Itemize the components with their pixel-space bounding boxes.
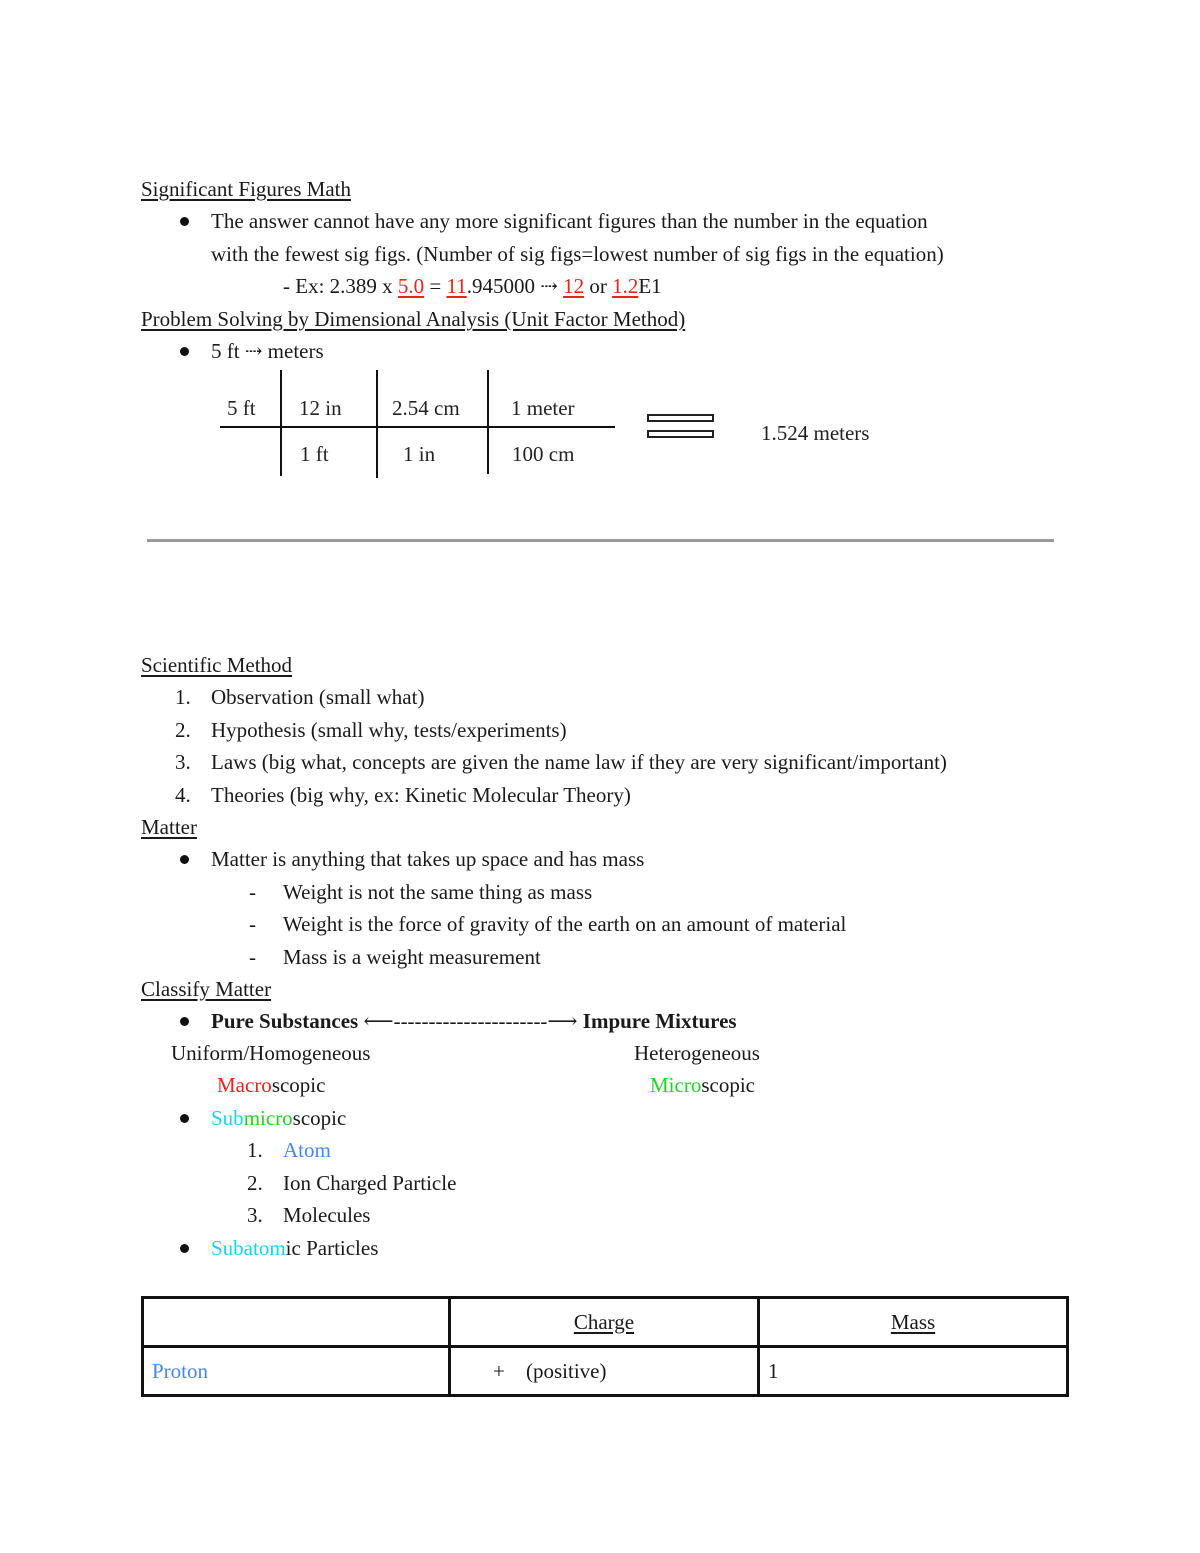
grid-result: 1.524 meters (761, 421, 870, 445)
list-item-num: 2. (247, 1171, 263, 1195)
pure-label: Pure Substances (211, 1009, 359, 1033)
double-arrow-icon: ⟵----------------------⟶ (358, 1009, 583, 1033)
bullet-icon (180, 855, 189, 864)
plus-sign: + (493, 1358, 505, 1383)
list-item-num: 3. (247, 1203, 263, 1227)
list-item: Weight is the force of gravity of the earth on an amount of material (283, 912, 847, 936)
bullet-icon (180, 217, 189, 226)
list-item-num: 1. (175, 685, 191, 709)
table-header-cell (759, 1298, 1068, 1347)
grid-top-2: 12 in (299, 396, 342, 420)
hetero-label: Heterogeneous (634, 1041, 760, 1065)
bullet-icon (180, 1114, 189, 1123)
list-item: Molecules (283, 1203, 371, 1227)
grid-bottom-1: 1 ft (300, 442, 329, 466)
uniform-label: Uniform/Homogeneous (171, 1041, 371, 1065)
charge-header: Charge (573, 1309, 635, 1334)
bullet-icon (180, 347, 189, 356)
table-row (143, 1347, 1068, 1396)
list-item: Ion Charged Particle (283, 1171, 457, 1195)
particles-table (141, 1296, 1069, 1397)
micro-prefix: Micro (650, 1073, 702, 1097)
table-header-cell (450, 1298, 759, 1347)
mass-header: Mass (890, 1309, 936, 1334)
dimensional-heading: Problem Solving by Dimensional Analysis (Unit Factor Method) (141, 307, 686, 331)
list-item: Atom (283, 1138, 331, 1162)
unit-factor-grid (200, 368, 920, 488)
subatomic-suffix: ic Particles (285, 1236, 379, 1260)
microscopic-label (650, 1072, 755, 1098)
list-item: Theories (big why, ex: Kinetic Molecular Theory) (211, 783, 631, 807)
classify-heading: Classify Matter (141, 977, 272, 1001)
submicro-prefix: Sub (211, 1106, 244, 1130)
pure-impure-line (211, 1008, 737, 1034)
list-item-num: 2. (175, 718, 191, 742)
list-item: Weight is not the same thing as mass (283, 880, 593, 904)
matter-heading: Matter (141, 815, 197, 839)
list-item-num: 4. (175, 783, 191, 807)
arrow-icon: ⇢ (540, 274, 558, 298)
particle-charge (450, 1347, 759, 1396)
example-a: 5.0 (397, 274, 425, 298)
bullet-icon (180, 1244, 189, 1253)
charge-text: (positive) (526, 1358, 607, 1383)
submicroscopic-label (211, 1105, 346, 1131)
impure-label: Impure Mixtures (582, 1009, 737, 1033)
example-d: 1.2 (612, 274, 639, 298)
grid-top-1: 5 ft (227, 396, 256, 420)
example-prefix: - Ex: 2.389 x (283, 274, 398, 298)
list-item-num: 3. (175, 750, 191, 774)
sigfig-example (283, 273, 662, 299)
list-item: Laws (big what, concepts are given the name law if they are very significant/important) (211, 750, 947, 774)
particle-name: Proton (143, 1347, 450, 1396)
dash-marker: - (249, 945, 256, 969)
scientific-heading: Scientific Method (141, 653, 293, 677)
example-eq: = (424, 274, 447, 298)
macro-prefix: Macro (217, 1073, 272, 1097)
example-or: or (584, 274, 613, 298)
grid-bottom-3: 100 cm (512, 442, 575, 466)
horizontal-rule (147, 539, 1054, 542)
micro-suffix: scopic (701, 1073, 755, 1097)
example-rest: .945000 (466, 274, 541, 298)
submicro-suffix: scopic (292, 1106, 347, 1130)
grid-divider (280, 370, 282, 476)
dimensional-bullet: 5 ft ⇢ meters (211, 339, 324, 363)
sigfig-heading: Significant Figures Math (141, 177, 351, 201)
equals-bar-top (647, 414, 714, 422)
grid-divider (376, 370, 378, 478)
equals-bar-bottom (647, 430, 714, 438)
subatomic-prefix: Subatom (211, 1236, 286, 1260)
fraction-bar (220, 426, 615, 428)
particle-mass: 1 (759, 1347, 1068, 1396)
list-item: Mass is a weight measurement (283, 945, 541, 969)
grid-top-3: 2.54 cm (392, 396, 460, 420)
subatomic-label (211, 1235, 378, 1261)
submicro-middle: micro (243, 1106, 293, 1130)
list-item: Hypothesis (small why, tests/experiments) (211, 718, 567, 742)
example-c: 12 (563, 274, 585, 298)
grid-top-4: 1 meter (511, 396, 575, 420)
table-header-cell (143, 1298, 450, 1347)
macroscopic-label (217, 1072, 325, 1098)
table-header-row (143, 1298, 1068, 1347)
list-item: Observation (small what) (211, 685, 425, 709)
grid-divider (487, 370, 489, 474)
dash-marker: - (249, 912, 256, 936)
macro-suffix: scopic (271, 1073, 326, 1097)
example-e: E1 (638, 274, 662, 298)
bullet-icon (180, 1017, 189, 1026)
sigfig-rule-line1: The answer cannot have any more significant figures than the number in the equation (211, 209, 928, 233)
matter-definition: Matter is anything that takes up space and has mass (211, 847, 645, 871)
example-b: 11 (446, 274, 467, 298)
sigfig-rule-line2: with the fewest sig figs. (Number of sig figs=lowest number of sig figs in the equation) (211, 242, 944, 266)
list-item-num: 1. (247, 1138, 263, 1162)
grid-bottom-2: 1 in (403, 442, 436, 466)
dash-marker: - (249, 880, 256, 904)
